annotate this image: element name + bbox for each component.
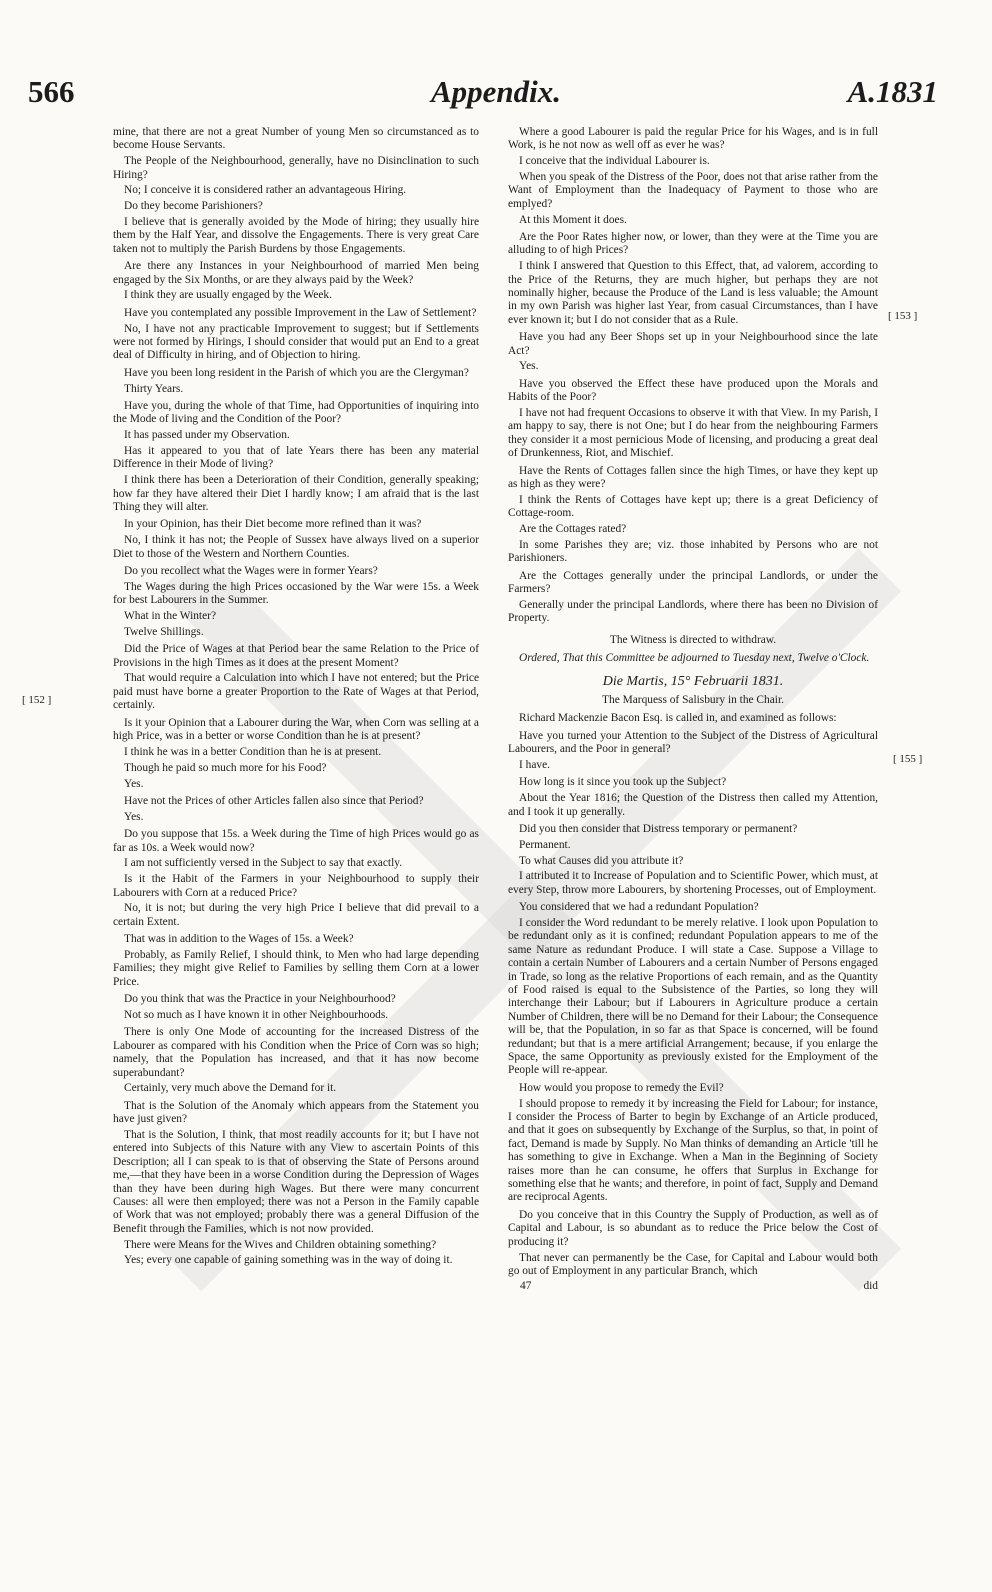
text-paragraph: I attributed it to Increase of Population and to Scientific Power, which must, at every Step, throw more Labourers, by shortening Processes, out of Employment.: [508, 870, 878, 896]
text-paragraph: That would require a Calculation into which I have not entered; but the Price paid must have borne a greater Proportion to the Rate of Wages at that Period, certainly.: [113, 672, 479, 712]
text-paragraph: I think the Rents of Cottages have kept up; there is a great Deficiency of Cottage-room.: [508, 493, 878, 520]
catchword: did: [863, 1279, 878, 1292]
text-paragraph: About the Year 1816; the Question of the Distress then called my Attention, and I took it up generally.: [508, 792, 878, 818]
witness-withdraw: The Witness is directed to withdraw.: [609, 633, 777, 646]
text-paragraph: No, I think it has not; the People of Sussex have always lived on a superior Diet to those of the Western and Northern Counties.: [113, 534, 479, 560]
signature-mark: 47: [520, 1279, 532, 1292]
text-paragraph: It has passed under my Observation.: [124, 429, 290, 442]
text-paragraph: Yes.: [124, 777, 144, 790]
text-paragraph: There is only One Mode of accounting for the increased Distress of the Labourer as compared with his Condition when the Price of Corn was so high; namely, that the Population has increased, and that it has now become superabundant?: [113, 1026, 479, 1079]
text-paragraph: Have you been long resident in the Parish of which you are the Clergyman?: [124, 366, 469, 379]
margin-note: [ 153 ]: [888, 310, 918, 322]
text-paragraph: The Wages during the high Prices occasioned by the War were 15s. a Week for best Labourers in the Summer.: [113, 580, 479, 607]
text-paragraph: I conceive that the individual Labourer is.: [519, 155, 710, 168]
text-paragraph: How long is it since you took up the Subject?: [519, 776, 727, 789]
text-paragraph: To what Causes did you attribute it?: [519, 854, 684, 867]
text-paragraph: Have the Rents of Cottages fallen since the high Times, or have they kept up as high as they were?: [508, 464, 878, 491]
text-paragraph: In some Parishes they are; viz. those inhabited by Persons who are not Parishioners.: [508, 538, 878, 565]
text-paragraph: Are there any Instances in your Neighbourhood of married Men being engaged by the Six Months, or are they always paid by the Week?: [113, 260, 479, 286]
text-paragraph: Probably, as Family Relief, I should think, to Men who had large depending Families; they might give Relief to Families by selling them Corn at a lower Price.: [113, 948, 479, 988]
text-paragraph: That was in addition to the Wages of 15s. a Week?: [124, 933, 354, 946]
text-paragraph: Is it your Opinion that a Labourer during the War, when Corn was selling at a high Price, was in a better or worse Condition than he is at present?: [113, 716, 479, 743]
text-paragraph: Have not the Prices of other Articles fallen also since that Period?: [124, 794, 424, 807]
text-paragraph: Do they become Parishioners?: [124, 200, 263, 213]
margin-note: [ 152 ]: [22, 694, 52, 706]
text-paragraph: When you speak of the Distress of the Poor, does not that arise rather from the Want of Employment than the Inadequacy of Payment to those who are emplyed?: [508, 171, 878, 210]
text-paragraph: I should propose to remedy it by increasing the Field for Labour; for instance, I consider the Process of Barter to begin by Exchange of an Article produced, and that it goes on subsequently by Exchange of the Surplus, so that, in point of fact, Demand is made by Supply. No Man thinks of demanding an Article 'till he has something to give in Exchange. When a Man in the Beginning of Society raises more than he can consume, he offers that Surplus in Exchange for something else that he wants; and therefore, in point of fact, Supply and Demand are reciprocal Agents.: [508, 1097, 878, 1204]
text-paragraph: I think I answered that Question to this Effect, that, ad valorem, according to the Price of the Returns, they are much higher, but perhaps they are not nominally higher, because the Produce of the Land is less valuable; the Amount in my own Parish was higher last Year, from casual Circumstances, than I have ever known it; but I do not consider that as a Rule.: [508, 260, 878, 326]
text-paragraph: At this Moment it does.: [519, 213, 627, 226]
text-paragraph: There were Means for the Wives and Children obtaining something?: [124, 1238, 437, 1251]
text-paragraph: Generally under the principal Landlords, where there has been no Division of Property.: [508, 598, 878, 625]
text-paragraph: I have.: [519, 758, 550, 771]
chair-line: The Marquess of Salisbury in the Chair.: [602, 693, 784, 706]
text-paragraph: Where a good Labourer is paid the regular Price for his Wages, and is in full Work, is he not now as well off as ever he was?: [508, 126, 878, 152]
text-paragraph: What in the Winter?: [124, 610, 217, 623]
text-paragraph: Do you suppose that 15s. a Week during the Time of high Prices would go as far as 10s. a Week would now?: [113, 828, 479, 854]
text-paragraph: mine, that there are not a great Number of young Men so circumstanced as to become House Servants.: [113, 126, 479, 152]
text-paragraph: Are the Poor Rates higher now, or lower, than they were at the Time you are alluding to of high Prices?: [508, 231, 878, 257]
text-paragraph: You considered that we had a redundant Population?: [519, 901, 759, 914]
text-paragraph: Do you think that was the Practice in your Neighbourhood?: [124, 993, 396, 1006]
text-paragraph: That is the Solution of the Anomaly which appears from the Statement you have just given?: [113, 1099, 479, 1126]
date-heading: Die Martis, 15° Februarii 1831.: [602, 673, 784, 689]
text-paragraph: I consider the Word redundant to be merely relative. I look upon Population to be redundant only as it is confined; redundant Population appears to me of the same Nature as redundant Produce. I will state a Case. Suppose a Village to contain a certain Number of Labourers and a certain Number of Persons engaged in Trade, so long as the relative Proportions of each remain, and as the Quantity of Food raised is equal to the Subsistence of the Parties, so long they will interchange their Labour; but if Labourers in Agriculture produce a certain Number of Children, there will be no Demand for their Labour; the Consequence will be, that the Population, in so far as that Space is concerned, will be found redundant; but that is a mere artificial Arrangement; because, if you enlarge the Space, the same Opportunity as previously existed for the Employment of the People will re-appear.: [508, 916, 878, 1077]
text-paragraph: Has it appeared to you that of late Years there has been any material Difference in their Mode of living?: [113, 445, 479, 471]
text-paragraph: Do you recollect what the Wages were in former Years?: [124, 565, 378, 578]
text-paragraph: I think he was in a better Condition than he is at present.: [124, 745, 382, 758]
text-paragraph: Though he paid so much more for his Food?: [124, 761, 327, 774]
text-paragraph: Did the Price of Wages at that Period bear the same Relation to the Price of Provisions in the high Times as it does at the present Moment?: [113, 643, 479, 669]
text-paragraph: Thirty Years.: [124, 382, 184, 395]
text-paragraph: That never can permanently be the Case, for Capital and Labour would both go out of Employment in any particular Branch, which: [508, 1251, 878, 1277]
text-paragraph: Is it the Habit of the Farmers in your Neighbourhood to supply their Labourers with Corn at a reduced Price?: [113, 873, 479, 899]
text-paragraph: Have you had any Beer Shops set up in your Neighbourhood since the late Act?: [508, 331, 878, 357]
text-paragraph: Twelve Shillings.: [124, 625, 204, 638]
text-paragraph: No, I have not any practicable Improvement to suggest; but if Settlements were not formed by Hirings, I should consider that would put an End to a great deal of Difficulty in hiring, and of Objection to hiring.: [113, 322, 479, 362]
page-year: A.1831: [847, 74, 938, 109]
text-paragraph: Are the Cottages rated?: [519, 523, 627, 536]
text-paragraph: Yes.: [519, 360, 539, 373]
text-paragraph: In your Opinion, has their Diet become more refined than it was?: [124, 518, 422, 531]
text-paragraph: How would you propose to remedy the Evil?: [519, 1081, 724, 1094]
text-paragraph: Yes; every one capable of gaining something was in the way of doing it.: [124, 1254, 453, 1267]
text-paragraph: I think there has been a Deterioration of their Condition, generally speaking; how far they have altered their Diet I hardly know; I am afraid that is the last Thing they will alter.: [113, 474, 479, 514]
text-paragraph: Permanent.: [519, 838, 571, 851]
text-paragraph: I believe that is generally avoided by the Mode of hiring; they usually hire them by the Half Year, and dissolve the Engagements. There is very great Care taken not to multiply the Parish Burdens by those Engagements.: [113, 216, 479, 255]
text-paragraph: That is the Solution, I think, that most readily accounts for it; but I have not entered into Subjects of this Nature with any View to ascertain Points of this Description; all I can speak to is that of observing the State of Persons around me,—that they have been in a worse Condition during the Depression of Wages than they have been during high Wages. But there were many concurrent Causes: all were then employed; there was not a Person in the Family capable of Work that was not employed; probably there was a general Diffusion of the Benefit through the Families, which is not now provided.: [113, 1128, 479, 1235]
right-column: [508, 126, 878, 1295]
text-paragraph: Not so much as I have known it in other Neighbourhoods.: [124, 1008, 389, 1021]
text-paragraph: Have you contemplated any possible Improvement in the Law of Settlement?: [124, 306, 477, 319]
page-title: Appendix.: [430, 74, 562, 109]
margin-note: [ 155 ]: [893, 753, 923, 765]
text-paragraph: Have you, during the whole of that Time, had Opportunities of inquiring into the Mode of living and the Condition of the Poor?: [113, 400, 479, 426]
text-paragraph: I think they are usually engaged by the Week.: [124, 289, 332, 302]
text-paragraph: No; I conceive it is considered rather an advantageous Hiring.: [124, 184, 407, 197]
adjournment-order: Ordered, That this Committee be adjourned to Tuesday next, Twelve o'Clock.: [519, 652, 870, 665]
text-paragraph: Are the Cottages generally under the principal Landlords, or under the Farmers?: [508, 569, 878, 596]
text-paragraph: Did you then consider that Distress temporary or permanent?: [519, 822, 798, 835]
page-number: 566: [28, 74, 75, 109]
text-paragraph: Do you conceive that in this Country the Supply of Production, as well as of Capital and Labour, is so abundant as to reduce the Price below the Cost of producing it?: [508, 1208, 878, 1248]
text-paragraph: Have you observed the Effect these have produced upon the Morals and Habits of the Poor?: [508, 377, 878, 404]
left-column: [113, 126, 479, 1270]
text-paragraph: Certainly, very much above the Demand for it.: [124, 1082, 337, 1095]
text-paragraph: Have you turned your Attention to the Subject of the Distress of Agricultural Labourers, and the Poor in general?: [508, 729, 878, 756]
text-paragraph: The People of the Neighbourhood, generally, have no Disinclination to such Hiring?: [113, 155, 479, 181]
text-paragraph: No, it is not; but during the very high Price I believe that did prevail to a certain Extent.: [113, 902, 479, 928]
text-paragraph: I have not had frequent Occasions to observe it with that View. In my Parish, I am happy to say, there is not One; but I do hear from the neighbouring Farmers they consider it a most pernicious Mode of licensing, and producing a great deal of Drunkenness, Riot, and Mischief.: [508, 407, 878, 460]
text-paragraph: I am not sufficiently versed in the Subject to say that exactly.: [124, 857, 403, 870]
witness-line: Richard Mackenzie Bacon Esq. is called in, and examined as follows:: [519, 712, 837, 725]
text-paragraph: Yes.: [124, 810, 144, 823]
